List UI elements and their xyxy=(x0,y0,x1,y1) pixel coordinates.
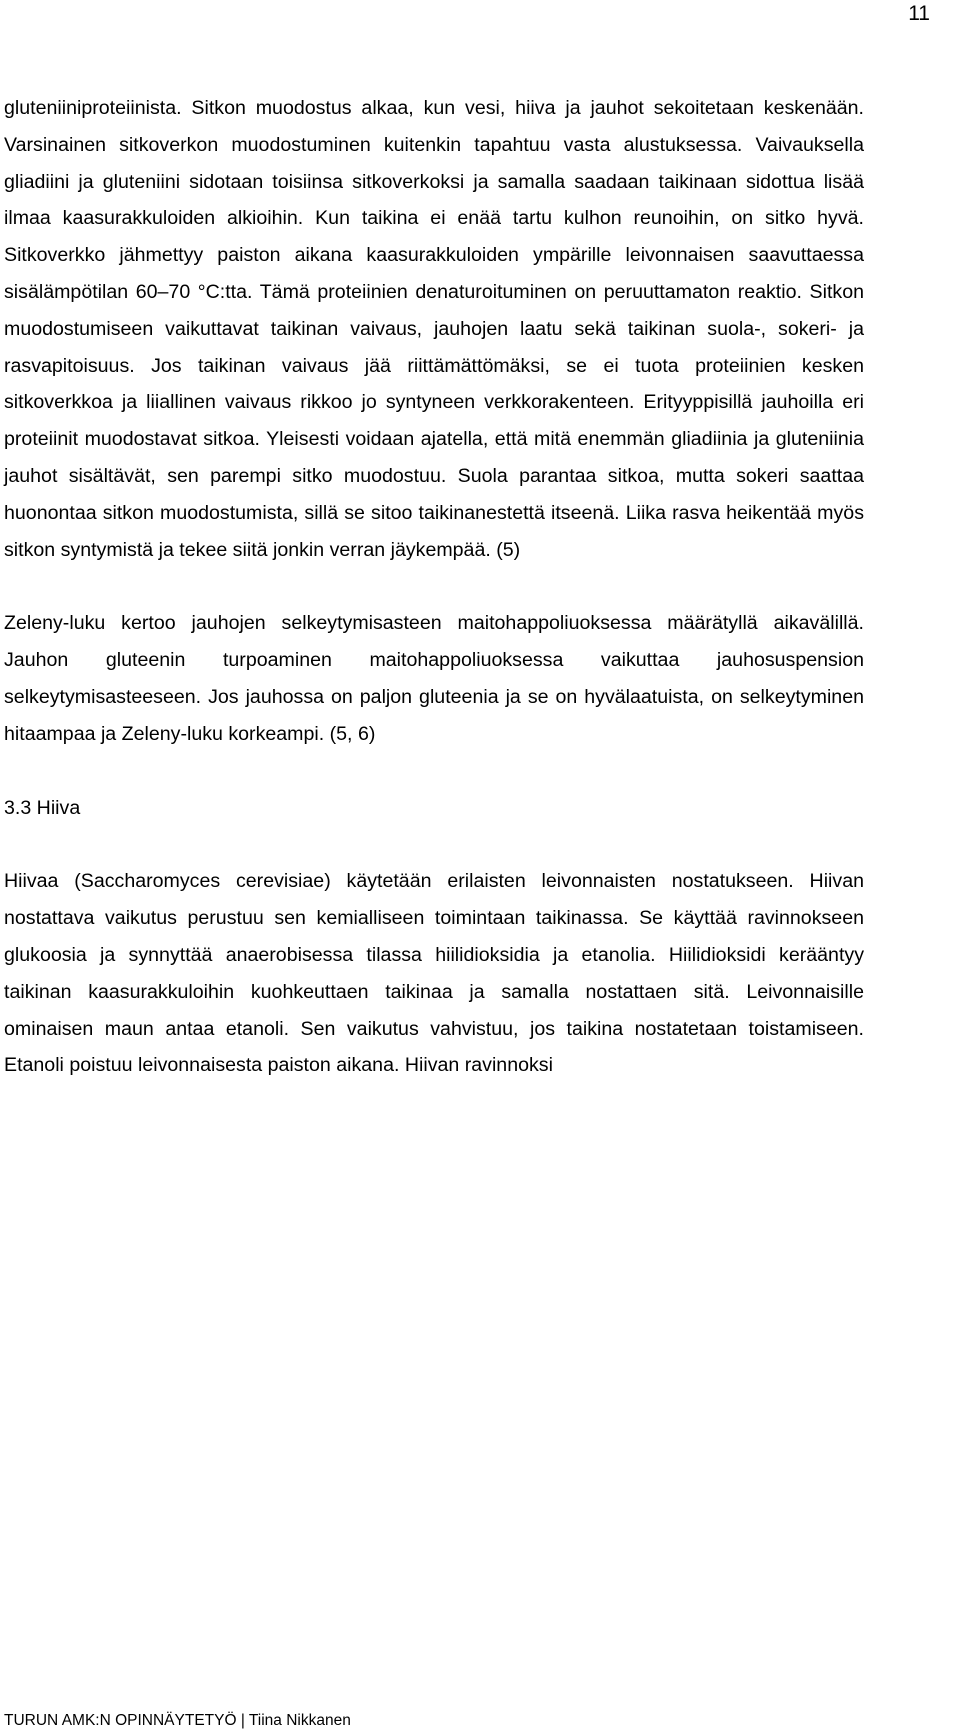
section-heading: 3.3 Hiiva xyxy=(4,796,81,819)
paragraph-sitko: gluteniiniproteiinista. Sitkon muodostus alkaa, kun vesi, hiiva ja jauhot sekoitetaan keskenään. Varsinainen sitkoverkon muodostuminen kuitenkin tapahtuu vasta alustuksessa. Vaivauksella gliadiini ja gluteniini sidotaan toisiinsa sitkoverkoksi ja samalla saadaan taikinaan sidottua lisää ilmaa kaasurakkuloiden alkioihin. Kun taikina ei enää tartu kulhon reunoihin, on sitko hyvä. Sitkoverkko jähmettyy paiston aikana kaasurakkuloiden ympärille leivonnaisen saavuttaessa sisälämpötilan 60–70 °C:tta. Tämä proteiinien denaturoituminen on peruuttamaton reaktio. Sitkon muodostumiseen vaikuttavat taikinan vaivaus, jauhojen laatu sekä taikinan suola-, sokeri- ja rasvapitoisuus. Jos taikinan vaivaus jää riittämättömäksi, se ei tuota proteiinien kesken sitkoverkkoa ja liiallinen vaivaus rikkoo jo syntyneen verkkorakenteen. Erityyppisillä jauhoilla eri proteiinit muodostavat sitkoa. Yleisesti voidaan ajatella, että mitä enemmän gliadiinia ja gluteniinia jauhot sisältävät, sen parempi sitko muodostuu. Suola parantaa sitkoa, mutta sokeri saattaa huonontaa sitkon muodostumista, sillä se sitoo taikinanestettä itseenä. Liika rasva heikentää myös sitkon syntymistä ja tekee siitä jonkin verran jäykempää. (5) xyxy=(4,97,864,561)
paragraph-spacer xyxy=(4,826,864,863)
paragraph-spacer xyxy=(4,753,864,790)
document-body xyxy=(4,90,864,1084)
paragraph-zeleny: Zeleny-luku kertoo jauhojen selkeytymisasteen maitohappoliuoksessa määrätyllä aikavälillä. Jauhon gluteenin turpoaminen maitohappoliuoksessa vaikuttaa jauhosuspension selkeytymisasteeseen. Jos jauhossa on paljon gluteenia ja se on hyvälaatuista, on selkeytyminen hitaampaa ja Zeleny-luku korkeampi. (5, 6) xyxy=(4,612,864,745)
paragraph-spacer xyxy=(4,568,864,605)
page-footer: TURUN AMK:N OPINNÄYTETYÖ | Tiina Nikkanen xyxy=(4,1712,351,1729)
paragraph-hiiva: Hiivaa (Saccharomyces cerevisiae) käytetään erilaisten leivonnaisten nostatukseen. Hiivan nostattava vaikutus perustuu sen kemialliseen toimintaan taikinassa. Se käyttää ravinnokseen glukoosia ja synnyttää anaerobisessa tilassa hiilidioksidia ja etanolia. Hiilidioksidi kerääntyy taikinan kaasurakkuloihin kuohkeuttaen taikinaa ja samalla nostattaen sitä. Leivonnaisille ominaisen maun antaa etanoli. Sen vaikutus vahvistuu, jos taikina nostatetaan toistamiseen. Etanoli poistuu leivonnaisesta paiston aikana. Hiivan ravinnoksi xyxy=(4,870,864,1077)
page-number: 11 xyxy=(908,2,930,25)
